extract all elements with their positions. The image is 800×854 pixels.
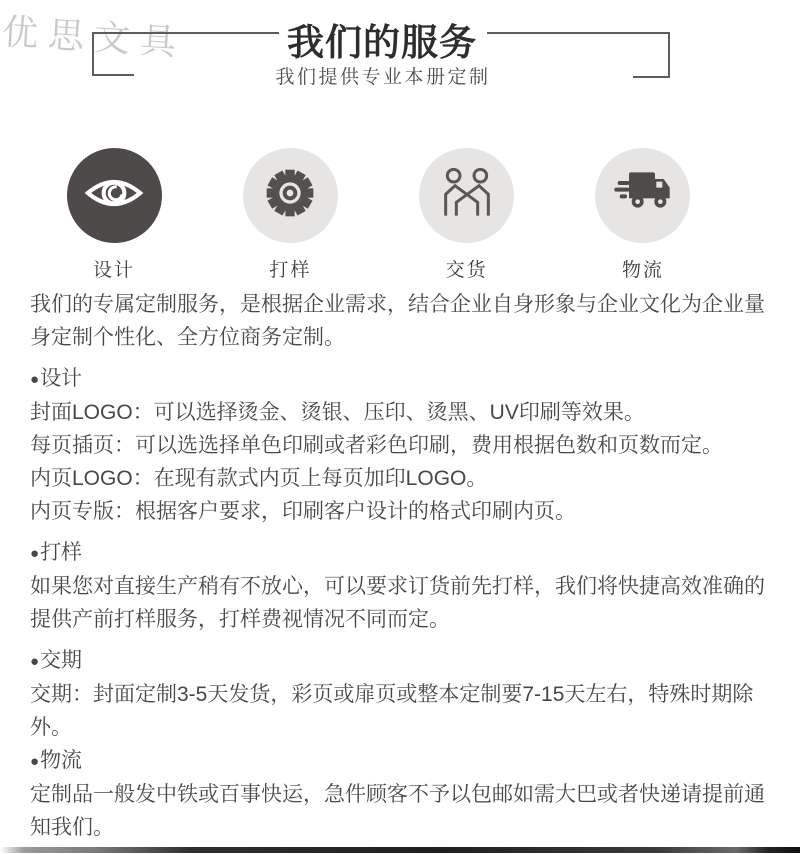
next-image-top-edge — [0, 847, 800, 853]
page-title: 我们的服务 — [287, 22, 477, 63]
feature-label: 交货 — [445, 260, 488, 281]
section-heading — [30, 536, 778, 570]
section-heading — [30, 644, 778, 678]
feature-delivery — [412, 148, 522, 282]
feature-circle-design — [67, 148, 162, 243]
section-paragraph: 内页LOGO：在现有款式内页上每页加印LOGO。 — [30, 467, 488, 490]
service-section-leadtime — [30, 644, 778, 744]
handshake-icon — [435, 161, 499, 230]
section-paragraph: 每页插页：可以选选择单色印刷或者彩色印刷，费用根据色数和页数而定。 — [30, 434, 723, 457]
section-paragraph: 封面LOGO：可以选择烫金、烫银、压印、烫黑、UV印刷等效果。 — [30, 401, 645, 424]
section-title: 交期 — [40, 649, 83, 672]
service-descriptions — [30, 288, 778, 844]
page-subtitle: 我们提供专业本册定制 — [275, 67, 491, 88]
bullet-icon: ● — [30, 545, 40, 562]
eye-icon — [81, 160, 147, 231]
section-title: 物流 — [40, 749, 83, 772]
intro-paragraph: 我们的专属定制服务，是根据企业需求，结合企业自身形象与企业文化为企业量身定制个性化、全方位商务定制。 — [30, 293, 765, 349]
section-paragraph: 内页专版：根据客户要求，印刷客户设计的格式印刷内页。 — [30, 500, 576, 523]
section-paragraph: 交期：封面定制3-5天发货，彩页或扉页或整本定制要7-15天左右，特殊时期除外。 — [30, 683, 754, 739]
service-section-logistics — [30, 744, 778, 844]
services-header — [0, 0, 800, 112]
brand-watermark: 优思文具 — [1, 11, 188, 65]
service-section-proofing — [30, 536, 778, 636]
feature-circle-logistics — [595, 148, 690, 243]
service-section-design — [30, 362, 778, 528]
section-title: 设计 — [40, 367, 83, 390]
feature-logistics — [588, 148, 698, 282]
bullet-icon: ● — [30, 371, 40, 388]
section-paragraph: 定制品一般发中铁或百事快运，急件顾客不予以包邮如需大巴或者快递请提前通知我们。 — [30, 783, 765, 839]
feature-circle-delivery — [419, 148, 514, 243]
gear-icon — [258, 161, 322, 230]
section-heading — [30, 744, 778, 778]
feature-design — [59, 148, 169, 282]
feature-proofing — [235, 148, 345, 282]
section-paragraph: 如果您对直接生产稍有不放心，可以要求订货前先打样，我们将快捷高效准确的提供产前打样服务，打样费视情况不同而定。 — [30, 575, 765, 631]
feature-circle-proofing — [243, 148, 338, 243]
feature-label: 物流 — [621, 260, 664, 281]
section-title: 打样 — [40, 541, 83, 564]
features-row — [59, 148, 698, 282]
truck-icon — [611, 161, 675, 230]
section-heading — [30, 362, 778, 396]
feature-label: 设计 — [92, 260, 135, 281]
bullet-icon: ● — [30, 653, 40, 670]
feature-label: 打样 — [269, 260, 312, 281]
bullet-icon: ● — [30, 753, 40, 770]
